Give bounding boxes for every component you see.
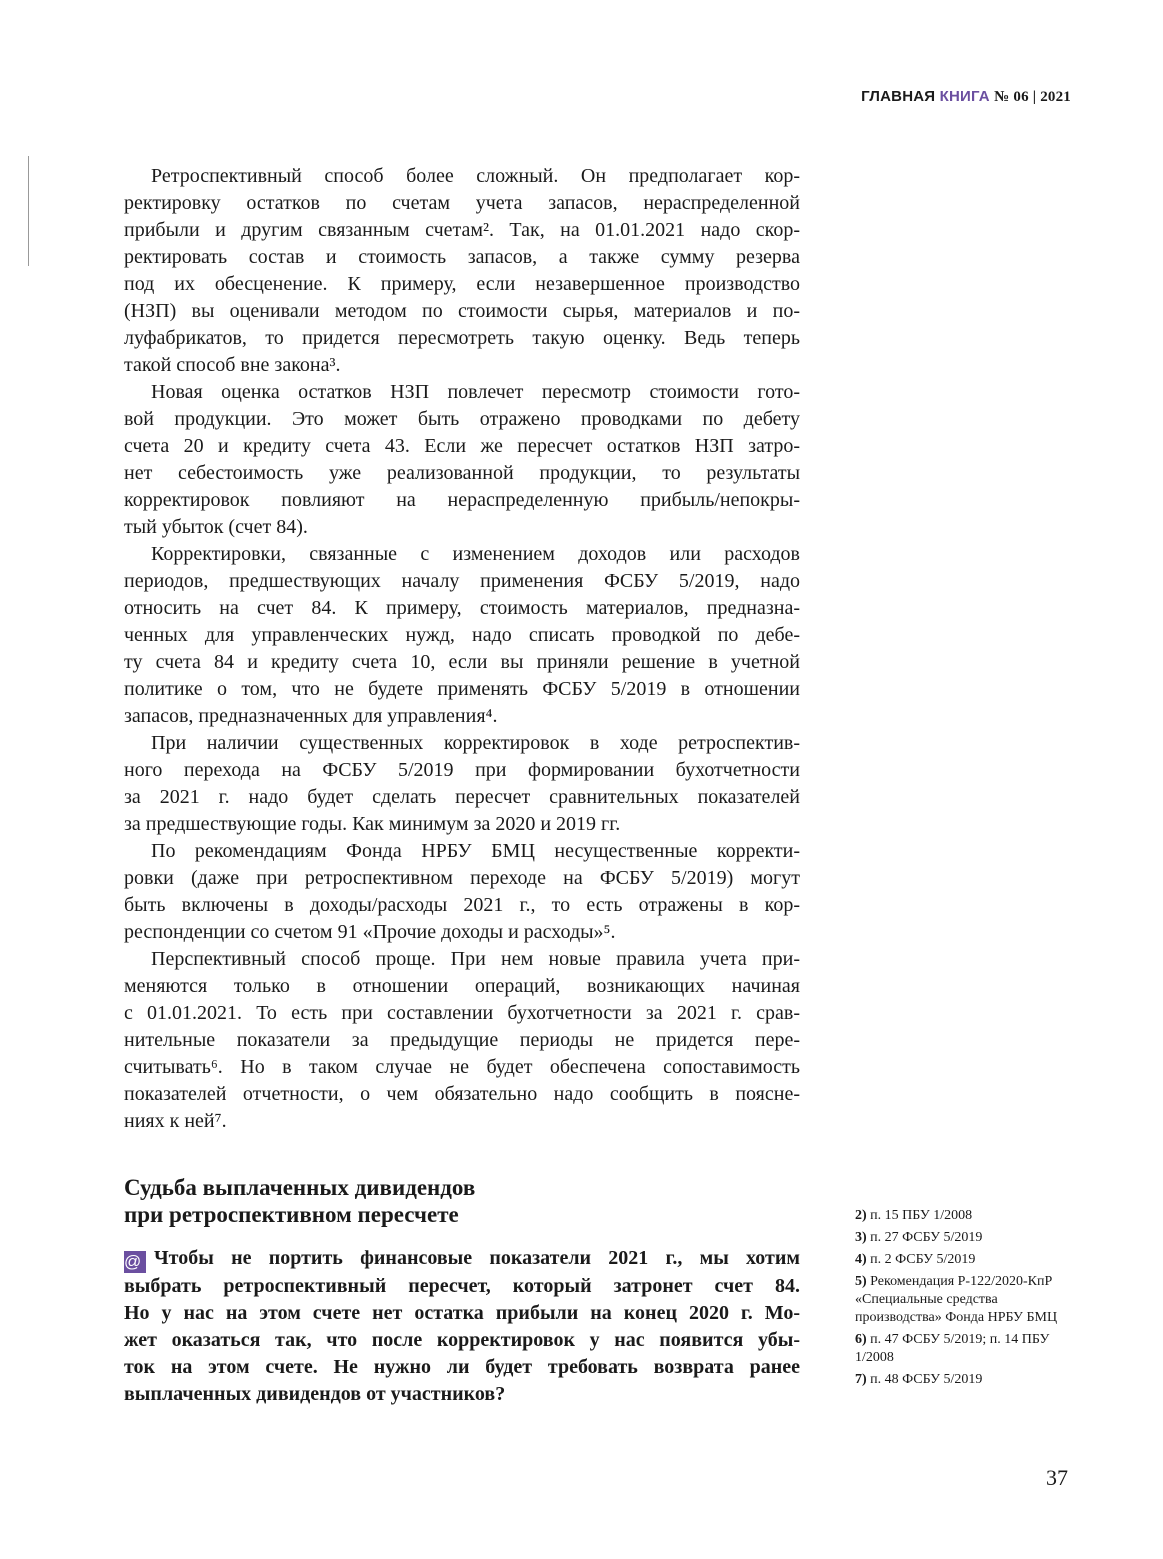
text-line: ниях к ней⁷. xyxy=(124,1110,227,1132)
paragraph xyxy=(124,379,800,541)
footnote-text: п. 27 ФСБУ 5/2019 xyxy=(870,1230,983,1245)
text-line: ного перехода на ФСБУ 5/2019 при формировании бухотчетности xyxy=(124,759,800,781)
footnote-number: 5) xyxy=(855,1274,867,1289)
footnote-number: 2) xyxy=(855,1208,867,1223)
footnote xyxy=(855,1207,1080,1225)
text-line: ректировку остатков по счетам учета запасов, нераспределенной xyxy=(124,192,800,214)
footnote-text: п. 15 ПБУ 1/2008 xyxy=(870,1208,973,1223)
footnote-text: п. 47 ФСБУ 5/2019; п. 14 ПБУ 1/2008 xyxy=(855,1332,1050,1365)
text-line: Перспективный способ проще. При нем новые правила учета при- xyxy=(151,948,800,970)
text-line: луфабрикатов, то придется пересмотреть такую оценку. Ведь теперь xyxy=(124,327,800,349)
text-line: ректировать состав и стоимость запасов, а также сумму резерва xyxy=(124,246,800,268)
footnote xyxy=(855,1229,1080,1247)
text-line: показателей отчетности, о чем обязательно надо сообщить в поясне- xyxy=(124,1083,800,1105)
text-line: прибыли и другим связанным счетам². Так, на 01.01.2021 надо скор- xyxy=(124,219,800,241)
footnote-number: 4) xyxy=(855,1252,867,1267)
footnote-number: 3) xyxy=(855,1230,867,1245)
running-header xyxy=(861,88,1071,106)
text-line: нительные показатели за предыдущие периоды не придется пере- xyxy=(124,1029,800,1051)
brand-name-part2: КНИГА xyxy=(939,88,990,105)
text-line: с 01.01.2021. То есть при составлении бухотчетности за 2021 г. срав- xyxy=(124,1002,800,1024)
question-line xyxy=(124,1245,800,1273)
footnote-text: п. 48 ФСБУ 5/2019 xyxy=(870,1372,983,1387)
footnote-number: 6) xyxy=(855,1332,867,1347)
question-text: Чтобы не портить финансовые показатели 2021 г., мы хотим xyxy=(154,1247,800,1269)
text-line: такой способ вне закона³. xyxy=(124,354,341,376)
reader-question xyxy=(124,1245,800,1408)
paragraph xyxy=(124,163,800,379)
text-line: По рекомендациям Фонда НРБУ БМЦ несущественные корректи- xyxy=(151,840,800,862)
paragraph xyxy=(124,946,800,1135)
text-line: респонденции со счетом 91 «Прочие доходы и расходы»⁵. xyxy=(124,921,616,943)
footnotes xyxy=(855,1207,1080,1393)
footnote xyxy=(855,1331,1080,1367)
text-line: запасов, предназначенных для управления⁴. xyxy=(124,705,498,727)
heading-line: при ретроспективном пересчете xyxy=(124,1202,459,1227)
footnote-number: 7) xyxy=(855,1372,867,1387)
paragraph xyxy=(124,730,800,838)
text-line: тый убыток (счет 84). xyxy=(124,516,308,538)
heading-line: Судьба выплаченных дивидендов xyxy=(124,1175,476,1200)
section-heading xyxy=(124,1174,800,1228)
text-line: периодов, предшествующих началу применения ФСБУ 5/2019, надо xyxy=(124,570,800,592)
text-line: вой продукции. Это может быть отражено проводками по дебету xyxy=(124,408,800,430)
issue-number: № 06 | 2021 xyxy=(994,89,1071,105)
text-line: Новая оценка остатков НЗП повлечет пересмотр стоимости гото- xyxy=(151,381,800,403)
paragraph xyxy=(124,838,800,946)
text-line: счета 20 и кредиту счета 43. Если же пересчет остатков НЗП затро- xyxy=(124,435,800,457)
at-icon: @ xyxy=(124,1251,146,1273)
text-line: ровки (даже при ретроспективном переходе на ФСБУ 5/2019) могут xyxy=(124,867,800,889)
margin-rule xyxy=(28,156,29,266)
text-line: ченных для управленческих нужд, надо списать проводкой по дебе- xyxy=(124,624,800,646)
text-line: Ретроспективный способ более сложный. Он предполагает кор- xyxy=(151,165,800,187)
text-line: за предшествующие годы. Как минимум за 2020 и 2019 гг. xyxy=(124,813,621,835)
text-line: (НЗП) вы оценивали методом по стоимости сырья, материалов и по- xyxy=(124,300,800,322)
question-line: ток на этом счете. Не нужно ли будет требовать возврата ранее xyxy=(124,1356,800,1378)
text-line: политике о том, что не будете применять ФСБУ 5/2019 в отношении xyxy=(124,678,800,700)
text-line: нет себестоимость уже реализованной продукции, то результаты xyxy=(124,462,800,484)
question-line: выплаченных дивидендов от участников? xyxy=(124,1383,506,1405)
footnote-text: Рекомендация Р-122/2020-КпР «Специальные средства производства» Фонда НРБУ БМЦ xyxy=(855,1274,1058,1325)
page-number: 37 xyxy=(1046,1465,1068,1490)
text-line: ту счета 84 и кредиту счета 10, если вы приняли решение в учетной xyxy=(124,651,800,673)
text-line: быть включены в доходы/расходы 2021 г., то есть отражены в кор- xyxy=(124,894,800,916)
text-line: меняются только в отношении операций, возникающих начиная xyxy=(124,975,800,997)
paragraph xyxy=(124,541,800,730)
text-line: При наличии существенных корректировок в ходе ретроспектив- xyxy=(151,732,800,754)
footnote xyxy=(855,1273,1080,1327)
question-line: Но у нас на этом счете нет остатка прибыли на конец 2020 г. Мо- xyxy=(124,1302,800,1324)
text-line: за 2021 г. надо будет сделать пересчет сравнительных показателей xyxy=(124,786,800,808)
question-line: выбрать ретроспективный пересчет, который затронет счет 84. xyxy=(124,1275,800,1297)
footnote-text: п. 2 ФСБУ 5/2019 xyxy=(870,1252,976,1267)
text-line: считывать⁶. Но в таком случае не будет обеспечена сопоставимость xyxy=(124,1056,800,1078)
footnote xyxy=(855,1371,1080,1389)
article-body xyxy=(124,163,800,1135)
text-line: Корректировки, связанные с изменением доходов или расходов xyxy=(151,543,800,565)
brand-name-part1: ГЛАВНАЯ xyxy=(861,88,936,105)
text-line: под их обесценение. К примеру, если незавершенное производство xyxy=(124,273,800,295)
footnote xyxy=(855,1251,1080,1269)
text-line: относить на счет 84. К примеру, стоимость материалов, предназна- xyxy=(124,597,800,619)
question-line: жет оказаться так, что после корректировок у нас появится убы- xyxy=(124,1329,800,1351)
text-line: корректировок повлияют на нераспределенную прибыль/непокры- xyxy=(124,489,800,511)
